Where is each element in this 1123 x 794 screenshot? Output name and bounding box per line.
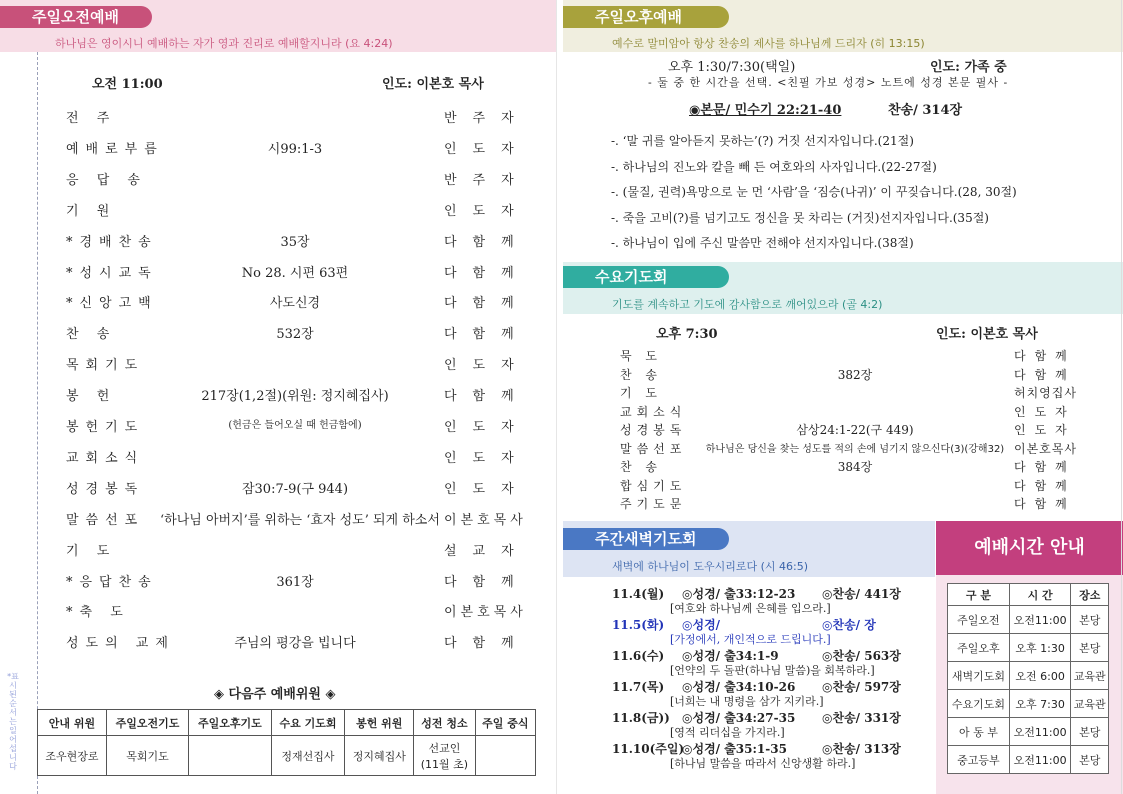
schedule-row: [948, 718, 1109, 746]
next-week-header-cell: 주일 중식: [475, 710, 535, 736]
wednesday-verse: 기도를 계속하고 기도에 감사함으로 깨어있으라 (골 4:2): [612, 298, 883, 311]
order-item-by: 이본호목사: [444, 512, 527, 528]
schedule-cell: 본당: [1071, 746, 1109, 774]
schedule-title: 예배시간 안내: [936, 521, 1123, 575]
dawn-hymn: ◎찬송/ 597장: [822, 680, 901, 694]
afternoon-time: 오후 1:30/7:30(택일): [668, 60, 796, 75]
schedule-header-cell: 장소: [1071, 584, 1109, 606]
dawn-date: 11.10(주일): [612, 742, 685, 756]
order-item-name: *경배찬송: [66, 234, 158, 250]
wednesday-time: 오후 7:30: [656, 327, 718, 342]
order-item-content: 사도신경: [269, 296, 321, 312]
afternoon-leader: 인도: 가족 중: [930, 60, 1007, 75]
dawn-date: 11.5(화): [612, 618, 665, 632]
schedule-cell: 교육관: [1071, 662, 1109, 690]
next-week-header-row: [38, 710, 536, 736]
schedule-row: [948, 606, 1109, 634]
dawn-note: [여호와 하나님께 은혜를 입으라.]: [670, 602, 831, 615]
afternoon-hymn: 찬송/ 314장: [888, 103, 963, 118]
wed-item-name: 성경봉독: [620, 423, 687, 437]
order-item-by: 인도자: [444, 481, 530, 497]
order-item-name: 찬 송: [66, 327, 117, 343]
order-item-content: (헌금은 들어오실 때 헌금함에): [228, 420, 362, 431]
order-item-content: ‘하나님 아버지’를 위하는 ‘효자 성도’ 되게 하소서: [160, 512, 440, 528]
order-item-name: *신앙고백: [66, 296, 158, 312]
afternoon-verse: 예수로 말미암아 항상 찬송의 제사를 하나님께 드리자 (히 13:15): [612, 37, 925, 50]
next-week-value-cell: 목회기도: [106, 736, 188, 776]
wed-item-name: 찬 송: [620, 460, 662, 474]
order-item-name: 말씀선포: [66, 512, 145, 528]
dawn-text: ◎성경/ 출34:10-26: [682, 680, 796, 694]
order-item-name: 기 원: [66, 203, 117, 219]
afternoon-text: ◉본문/ 민수기 22:21-40: [689, 103, 842, 118]
center-divider: [556, 0, 557, 794]
dawn-text: ◎성경/: [682, 618, 721, 632]
order-item-content: 35장: [280, 234, 310, 250]
schedule-header-cell: 구 분: [948, 584, 1010, 606]
wed-item-name: 합심기도: [620, 478, 687, 493]
dawn-text: ◎성경/ 출34:27-35: [682, 711, 796, 725]
order-item-name: 교회소식: [66, 450, 145, 466]
dawn-note: [너희는 내 명령을 삼가 지키라.]: [670, 695, 824, 708]
order-item-by: 다함께: [444, 327, 530, 343]
order-item-content: No 28. 시편 63편: [241, 265, 349, 281]
order-item-by: 다함께: [444, 296, 530, 312]
dawn-note: [하나님 말씀을 따라서 신앙생활 하라.]: [670, 757, 856, 770]
order-item-by: 이본호목사: [444, 605, 527, 621]
dawn-date: 11.7(목): [612, 680, 665, 694]
order-item-content: 주님의 평강을 빕니다: [234, 636, 356, 652]
wed-item-by: 다함께: [1014, 497, 1076, 511]
sermon-point: -. (물질, 권력)욕망으로 눈 먼 ‘사람’을 ‘짐승(나귀)’ 이 꾸짖습니다.(28, 30절): [611, 185, 1017, 199]
schedule-cell: 아 동 부: [948, 718, 1010, 746]
order-item-name: 봉헌기도: [66, 420, 145, 435]
sermon-point: -. ‘말 귀를 알아듣지 못하는’(?) 거짓 선지자입니다.(21절): [611, 134, 914, 148]
order-item-content: 시99:1-3: [267, 141, 323, 157]
schedule-cell: 중고등부: [948, 746, 1010, 774]
next-week-header-cell: 성전 청소: [414, 710, 475, 736]
order-item-name: *응답찬송: [66, 574, 158, 590]
schedule-header-cell: 시 간: [1009, 584, 1071, 606]
dawn-hymn: ◎찬송/ 331장: [822, 711, 901, 725]
wed-item-name: 교회소식: [620, 404, 687, 419]
schedule-cell: 교육관: [1071, 690, 1109, 718]
schedule-header-row: [948, 584, 1109, 606]
schedule-cell: 수요기도회: [948, 690, 1010, 718]
morning-verse: 하나님은 영이시니 예배하는 자가 영과 진리로 예배할지니라 (요 4:24): [55, 37, 393, 50]
schedule-cell: 오전 6:00: [1009, 662, 1071, 690]
order-item-by: 다함께: [444, 265, 530, 281]
morning-title: 주일오전예배: [0, 6, 152, 28]
next-week-header-cell: 안내 위원: [38, 710, 107, 736]
dawn-text: ◎성경/ 출35:1-35: [682, 742, 787, 756]
order-item-content: 361장: [276, 574, 314, 590]
dawn-hymn: ◎찬송/ 313장: [822, 742, 901, 756]
dawn-hymn: ◎찬송/ 장: [822, 618, 876, 632]
dawn-hymn: ◎찬송/ 563장: [822, 649, 901, 663]
schedule-cell: 본당: [1071, 634, 1109, 662]
next-week-header-cell: 주일오후기도: [189, 710, 271, 736]
schedule-cell: 본당: [1071, 718, 1109, 746]
schedule-row: [948, 746, 1109, 774]
next-week-header-cell: 봉헌 위원: [345, 710, 414, 736]
order-item-by: 다함께: [444, 636, 530, 652]
wed-item-name: 말씀선포: [620, 441, 687, 456]
order-item-by: 인도자: [444, 203, 530, 219]
wed-item-by: 다함께: [1014, 478, 1076, 493]
dawn-date: 11.8(금)): [612, 711, 670, 725]
morning-leader: 인도: 이본호 목사: [382, 77, 484, 92]
order-item-by: 인도자: [444, 420, 530, 435]
order-item-name: *축 도: [66, 605, 130, 621]
order-item-by: 다함께: [444, 389, 530, 405]
schedule-cell: 오전11:00: [1009, 718, 1071, 746]
order-item-content: 217장(1,2절)(위원: 정지혜집사): [201, 389, 389, 405]
order-item-name: 예배로부름: [66, 141, 164, 157]
morning-time: 오전 11:00: [92, 77, 163, 92]
next-week-value-cell: [189, 736, 271, 776]
order-item-by: 다함께: [444, 574, 530, 590]
afternoon-note: - 둘 중 한 시간을 선택. <친필 가보 성경> 노트에 성경 본문 필사 -: [648, 76, 1009, 89]
schedule-cell: 주일오전: [948, 606, 1010, 634]
wednesday-leader: 인도: 이본호 목사: [936, 327, 1038, 342]
order-item-content: 잠30:7-9(구 944): [241, 481, 349, 497]
schedule-cell: 오전11:00: [1009, 746, 1071, 774]
sermon-point: -. 죽을 고비(?)를 넘기고도 정신을 못 차리는 (거짓)선지자입니다.(35절): [611, 210, 989, 225]
dawn-title: 주간새벽기도회: [563, 528, 729, 550]
order-item-name: 기 도: [66, 543, 117, 559]
sermon-point: -. 하나님의 진노와 칼을 빼 든 여호와의 사자입니다.(22-27절): [611, 159, 937, 174]
order-item-name: 응 답 송: [66, 172, 147, 188]
next-week-value-cell: 조우현장로: [38, 736, 107, 776]
dawn-date: 11.6(수): [612, 649, 665, 663]
next-week-value-cell: 정재선집사: [271, 736, 345, 776]
wed-item-name: 기 도: [620, 386, 662, 400]
dawn-note: [가정에서, 개인적으로 드립니다.]: [670, 633, 831, 646]
order-item-by: 인도자: [444, 141, 530, 157]
order-item-name: 봉 헌: [66, 389, 117, 405]
wed-item-content: 382장: [837, 367, 873, 382]
next-week-value-cell: 정지혜집사: [345, 736, 414, 776]
schedule-cell: 오후 1:30: [1009, 634, 1071, 662]
schedule-cell: 본당: [1071, 606, 1109, 634]
order-item-by: 인도자: [444, 450, 530, 466]
schedule-cell: 주일오후: [948, 634, 1010, 662]
wed-item-name: 찬 송: [620, 367, 662, 382]
next-week-title: ◈ 다음주 예배위원 ◈: [214, 687, 336, 702]
order-item-content: 532장: [276, 327, 314, 343]
wed-item-by: 허치영집사: [1014, 386, 1077, 400]
wed-item-content: 하나님은 당신을 찾는 성도를 적의 손에 넘기지 않으신다(3)(강해32): [705, 443, 1005, 455]
next-week-table: [37, 709, 536, 776]
dawn-verse: 새벽에 하나님이 도우시리로다 (시 46:5): [612, 560, 809, 573]
schedule-cell: 오후 7:30: [1009, 690, 1071, 718]
wed-item-name: 묵 도: [620, 349, 662, 363]
wed-item-by: 다함께: [1014, 460, 1076, 474]
order-item-name: 전 주: [66, 111, 117, 126]
next-week-header-cell: 주일오전기도: [106, 710, 188, 736]
next-week-value-row: [38, 736, 536, 776]
schedule-cell: 새벽기도회: [948, 662, 1010, 690]
order-item-by: 다함께: [444, 234, 530, 250]
schedule-table: [947, 583, 1109, 774]
order-item-name: 성경봉독: [66, 481, 145, 497]
next-week-value-cell: [475, 736, 535, 776]
schedule-row: [948, 662, 1109, 690]
afternoon-title: 주일오후예배: [563, 6, 729, 28]
wed-item-by: 다함께: [1014, 367, 1076, 382]
order-item-by: 반주자: [444, 172, 530, 188]
wed-item-content: 삼상24:1-22(구 449): [796, 423, 914, 437]
order-item-name: 목회기도: [66, 358, 145, 374]
dawn-note: [언약의 두 돌판(하나님 말씀)을 회복하라.]: [670, 664, 875, 677]
wed-item-by: 인도자: [1014, 404, 1076, 419]
wed-item-by: 다함께: [1014, 349, 1076, 363]
dawn-text: ◎성경/ 출34:1-9: [682, 649, 779, 663]
dawn-date: 11.4(월): [612, 587, 665, 601]
dawn-hymn: ◎찬송/ 441장: [822, 587, 901, 601]
dawn-text: ◎성경/ 출33:12-23: [682, 587, 796, 601]
order-item-by: 인도자: [444, 358, 530, 374]
wed-item-content: 384장: [837, 460, 873, 474]
wed-item-by: 이본호목사: [1014, 441, 1077, 456]
wednesday-title: 수요기도회: [563, 266, 729, 288]
wed-item-by: 인도자: [1014, 423, 1076, 437]
schedule-row: [948, 634, 1109, 662]
wed-item-name: 주기도문: [620, 497, 687, 511]
sermon-point: -. 하나님이 입에 주신 말씀만 전해야 선지자입니다.(38절): [611, 236, 914, 250]
dawn-note: [영적 리더십을 가지라.]: [670, 726, 785, 739]
next-week-header-cell: 수요 기도회: [271, 710, 345, 736]
next-week-value-cell: 선교인 (11월 초): [414, 736, 475, 776]
schedule-cell: 오전11:00: [1009, 606, 1071, 634]
order-item-name: 성도의 교제: [66, 636, 175, 652]
order-item-by: 설교자: [444, 543, 530, 559]
right-edge: [1121, 0, 1122, 794]
vertical-note: *표시된 순서는 일어섭니다: [7, 672, 19, 771]
order-item-name: *성시교독: [66, 265, 158, 281]
order-item-by: 반주자: [444, 111, 530, 126]
schedule-row: [948, 690, 1109, 718]
